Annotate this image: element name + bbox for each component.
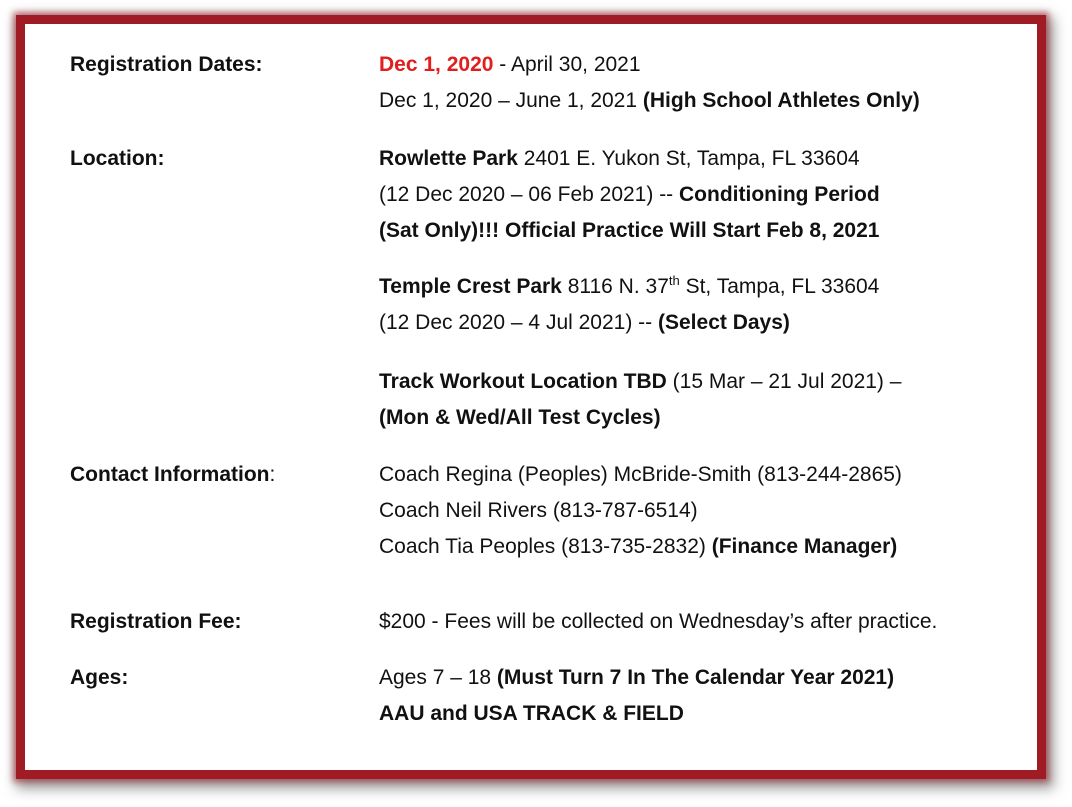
- contact-information-label: [70, 457, 275, 493]
- ages-line-2: [379, 696, 894, 732]
- registration-dates-line-2: [379, 83, 920, 119]
- temple-name: Temple Crest Park: [379, 275, 562, 298]
- location-temple: [379, 269, 879, 341]
- rowlette-address: 2401 E. Yukon St, Tampa, FL 33604: [517, 147, 860, 170]
- rowlette-line-1: [379, 141, 880, 177]
- track-line-2: [379, 400, 901, 436]
- location-label: Location:: [70, 147, 165, 170]
- track-name: Track Workout Location TBD: [379, 370, 667, 393]
- rowlette-note-1: Conditioning Period: [679, 183, 880, 206]
- highschool-date-range: Dec 1, 2020 – June 1, 2021: [379, 89, 643, 112]
- ages-affiliation: AAU and USA TRACK & FIELD: [379, 702, 684, 725]
- location-track: [379, 364, 901, 436]
- ages-line-1: [379, 660, 894, 696]
- registration-dates-label: Registration Dates:: [70, 53, 263, 76]
- contact-tia: [379, 529, 902, 565]
- track-dates: (15 Mar – 21 Jul 2021) –: [666, 370, 902, 393]
- ages-note: (Must Turn 7 In The Calendar Year 2021): [496, 666, 895, 689]
- contact-tia-text: Coach Tia Peoples (813-735-2832): [379, 535, 712, 558]
- contact-tia-role: (Finance Manager): [711, 535, 898, 558]
- registration-dates-line-1: [379, 47, 920, 83]
- rowlette-name: Rowlette Park: [379, 147, 518, 170]
- rowlette-note-2: (Sat Only)!!! Official Practice Will Start Feb 8, 2021: [379, 219, 880, 242]
- registration-fee-label: Registration Fee:: [70, 610, 242, 633]
- rowlette-dates: (12 Dec 2020 – 06 Feb 2021) --: [379, 183, 680, 206]
- temple-line-2: [379, 305, 879, 341]
- temple-address-sup: th: [668, 273, 680, 288]
- contact-label-text: Contact Information: [70, 463, 270, 486]
- rowlette-line-2: [379, 177, 880, 213]
- ages-label: Ages:: [70, 666, 129, 689]
- temple-address-pre: 8116 N. 37: [561, 275, 669, 298]
- ages-range: Ages 7 – 18: [379, 666, 497, 689]
- contact-information-value: [379, 457, 902, 565]
- temple-address-post: St, Tampa, FL 33604: [679, 275, 880, 298]
- temple-line-1: [379, 269, 879, 305]
- registration-start-date: Dec 1, 2020: [379, 53, 494, 76]
- registration-fee-value: $200 - Fees will be collected on Wednesday’s after practice.: [379, 610, 938, 633]
- contact-regina: Coach Regina (Peoples) McBride-Smith (813-244-2865): [379, 463, 902, 486]
- contact-neil: Coach Neil Rivers (813-787-6514): [379, 499, 698, 522]
- track-line-1: [379, 364, 901, 400]
- temple-note: (Select Days): [658, 311, 790, 334]
- rowlette-line-3: [379, 213, 880, 249]
- registration-dates-value: [379, 47, 920, 119]
- ages-value: [379, 660, 894, 732]
- location-rowlette: [379, 141, 880, 249]
- temple-dates: (12 Dec 2020 – 4 Jul 2021) --: [379, 311, 658, 334]
- highschool-note: (High School Athletes Only): [642, 89, 920, 112]
- registration-end-date: - April 30, 2021: [493, 53, 641, 76]
- track-note: (Mon & Wed/All Test Cycles): [379, 406, 661, 429]
- info-frame: [16, 15, 1046, 779]
- contact-label-colon: :: [269, 463, 276, 486]
